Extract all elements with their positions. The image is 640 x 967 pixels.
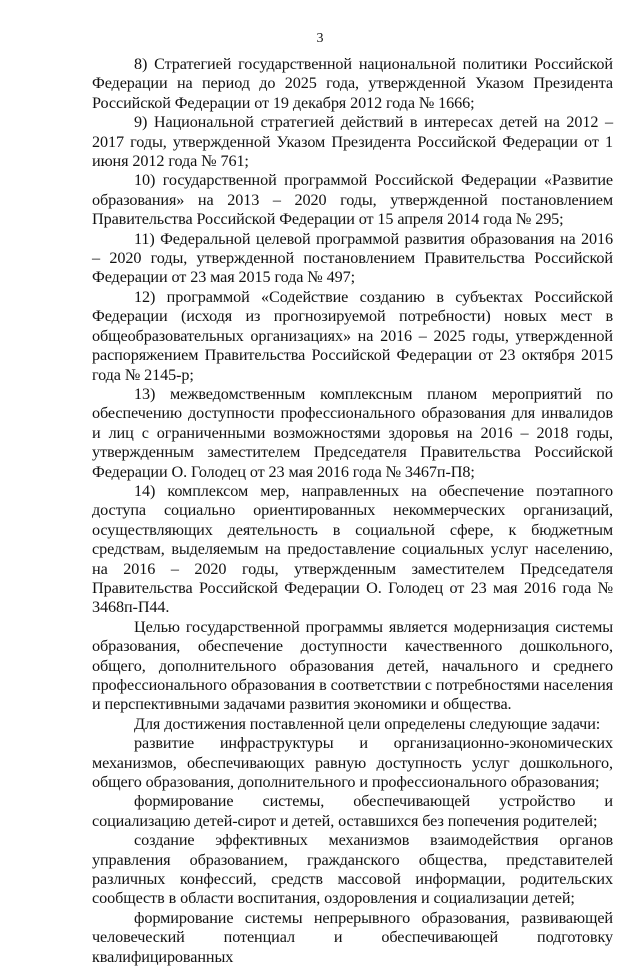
paragraph-list-item-9: 9) Национальной стратегией действий в интересах детей на 2012 – 2017 годы, утвержденной Указом Президента Российской Федерации от 1 июня 2012 года № 761; [92, 113, 613, 171]
paragraph-list-item-12: 12) программой «Содействие созданию в субъектах Российской Федерации (исходя из прогнозируемой потребности) новых мест в общеобразовательных организациях» на 2016 – 2025 годы, утвержденной распоряжением Правительства Российской Федерации от 23 октября 2015 года № 2145-р; [92, 287, 613, 384]
paragraph-list-item-13: 13) межведомственным комплексным планом мероприятий по обеспечению доступности профессионального образования для инвалидов и лиц с ограниченными возможностями здоровья на 2016 – 2018 годы, утвержденным заместителем Председателя Правительства Российской Федерации О. Голодец от 23 мая 2016 года № 3467п-П8; [92, 384, 613, 481]
paragraph-task-infrastructure: развитие инфраструктуры и организационно-экономических механизмов, обеспечивающих равную доступность услуг дошкольного, общего образования, дополнительного и профессионального образования; [92, 734, 613, 792]
paragraph-list-item-8: 8) Стратегией государственной национальной политики Российской Федерации на период до 2025 года, утвержденной Указом Президента Российской Федерации от 19 декабря 2012 года № 1666; [92, 55, 613, 112]
paragraph-task-continuous-education: формирование системы непрерывного образования, развивающей человеческий потенциал и обеспечивающей подготовку квалифицированных [92, 908, 613, 966]
paragraph-list-item-11: 11) Федеральной целевой программой развития образования на 2016 – 2020 годы, утвержденной постановлением Правительства Российской Федерации от 23 мая 2015 года № 497; [92, 229, 613, 287]
page-number: 3 [316, 31, 324, 46]
paragraph-list-item-10: 10) государственной программой Российской Федерации «Развитие образования» на 2013 – 2020 годы, утвержденной постановлением Правительства Российской Федерации от 15 апреля 2014 года № 295; [92, 171, 613, 229]
document-body [92, 55, 613, 967]
paragraph-task-orphans: формирование системы, обеспечивающей устройство и социализацию детей-сирот и детей, оставшихся без попечения родителей; [92, 792, 613, 830]
paragraph-tasks-intro: Для достижения поставленной цели определены следующие задачи: [134, 714, 601, 733]
paragraph-program-goal: Целью государственной программы является модернизация системы образования, обеспечение доступности качественного дошкольного, общего, дополнительного образования детей, начального и среднего профессионального образования в соответствии с потребностями населения и перспективными задачами развития экономики и общества. [92, 617, 613, 714]
paragraph-list-item-14: 14) комплексом мер, направленных на обеспечение поэтапного доступа социально ориентированных некоммерческих организаций, осуществляющих деятельность в социальной сфере, к бюджетным средствам, выделяемым на предоставление социальных услуг населению, на 2016 – 2020 годы, утвержденным заместителем Председателя Правительства Российской Федерации О. Голодец от 23 мая 2016 года № 3468п-П44. [92, 481, 613, 617]
paragraph-task-interaction: создание эффективных механизмов взаимодействия органов управления образованием, гражданского общества, представителей различных конфессий, средств массовой информации, родительских сообществ в области воспитания, оздоровления и социализации детей; [92, 831, 613, 908]
